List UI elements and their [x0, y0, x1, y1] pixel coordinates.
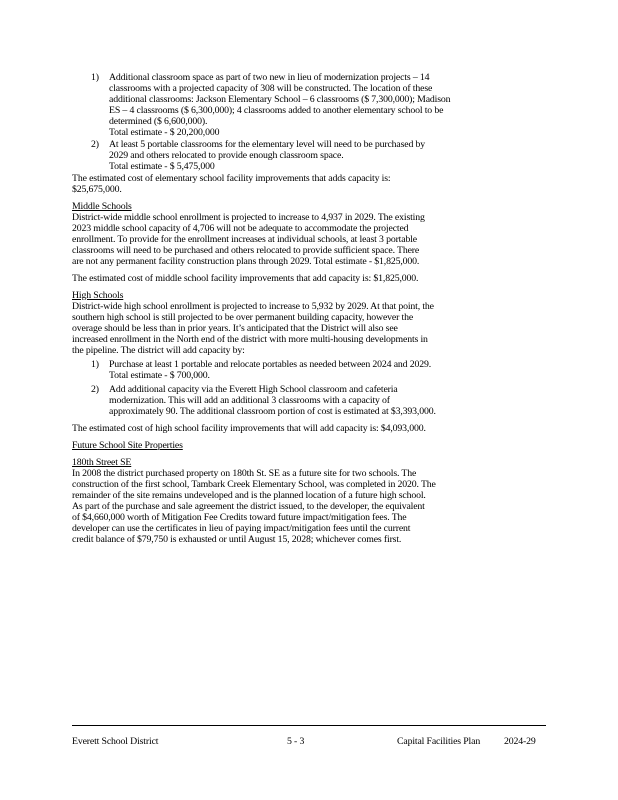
- site-180th-heading: 180th Street SE: [72, 457, 132, 468]
- middle-schools-heading: Middle Schools: [72, 201, 132, 212]
- page-content: [72, 72, 612, 551]
- text-line: determined ($ 6,600,000).: [109, 116, 208, 127]
- high-schools-summary: [72, 423, 612, 434]
- text-line: credit balance of $79,750 is exhausted or until August 15, 2028; whichever comes first.: [72, 534, 402, 545]
- text-line: remainder of the site remains undeveloped and is the planned location of a future high school.: [72, 490, 426, 501]
- text-line: approximately 90. The additional classroom portion of cost is estimated at $3,393,000.: [109, 406, 436, 417]
- list-number: 2): [91, 384, 99, 395]
- text-line: classrooms will need to be purchased and others relocated to provide sufficient space. There: [72, 245, 420, 256]
- total-estimate: Total estimate - $ 5,475,000: [109, 161, 215, 172]
- text-line: 2023 middle school capacity of 4,706 will not be adequate to accommodate the projected: [72, 223, 409, 234]
- high-schools-heading: High Schools: [72, 290, 124, 301]
- list-number: 1): [91, 359, 99, 370]
- text-line: are not any permanent facility construction plans through 2029. Total estimate - $1,825,000.: [72, 256, 420, 267]
- list-number: 1): [91, 72, 99, 83]
- text-line: additional classrooms: Jackson Elementary School – 6 classrooms ($ 7,300,000); Madison: [109, 94, 451, 105]
- text-line: District-wide middle school enrollment is projected to increase to 4,937 in 2029. The existing: [72, 212, 425, 223]
- elementary-summary: [72, 173, 612, 195]
- text-line: The estimated cost of high school facility improvements that will add capacity is: $4,093,000.: [72, 423, 426, 434]
- list-item: [72, 359, 612, 381]
- text-line: developer can use the certificates in lieu of paying impact/mitigation fees until the current: [72, 523, 411, 534]
- text-line: the pipeline. The district will add capacity by:: [72, 345, 245, 356]
- footer-page-number: 5 - 3: [287, 736, 305, 747]
- text-line: $25,675,000.: [72, 184, 122, 195]
- text-line: ES – 4 classrooms ($ 6,300,000); 4 classrooms added to another elementary school to be: [109, 105, 444, 116]
- text-line: Purchase at least 1 portable and relocate portables as needed between 2024 and 2029.: [109, 359, 432, 370]
- text-line: The estimated cost of middle school facility improvements that add capacity is: $1,825,000.: [72, 273, 419, 284]
- site-180th-paragraph: [72, 468, 612, 545]
- text-line: southern high school is still projected to be over permanent building capacity, however the: [72, 312, 414, 323]
- list-number: 2): [91, 139, 99, 150]
- text-line: Add additional capacity via the Everett High School classroom and cafeteria: [109, 384, 398, 395]
- footer-document-title: Capital Facilities Plan: [397, 736, 481, 747]
- footer-year-range: 2024-29: [504, 736, 536, 747]
- text-line: overage should be less than in prior years. It’s anticipated that the District will also see: [72, 323, 398, 334]
- text-line: modernization. This will add an additional 3 classrooms with a capacity of: [109, 395, 390, 406]
- middle-schools-paragraph: [72, 212, 612, 267]
- list-item: [72, 384, 612, 417]
- footer-divider: [72, 725, 546, 726]
- footer-district: Everett School District: [72, 736, 159, 747]
- text-line: As part of the purchase and sale agreement the district issued, to the developer, the equivalent: [72, 501, 425, 512]
- text-line: construction of the first school, Tambark Creek Elementary School, was completed in 2020. The: [72, 479, 436, 490]
- high-school-projects-list: [72, 359, 612, 417]
- text-line: The estimated cost of elementary school facility improvements that adds capacity is:: [72, 173, 391, 184]
- middle-schools-summary: [72, 273, 612, 284]
- text-line: Additional classroom space as part of two new in lieu of modernization projects – 14: [109, 72, 430, 83]
- list-item: [72, 72, 612, 138]
- elementary-projects-list: [72, 72, 612, 172]
- total-estimate: Total estimate - $ 700,000.: [109, 370, 210, 381]
- text-line: increased enrollment in the North end of the district with more multi-housing developments in: [72, 334, 428, 345]
- text-line: enrollment. To provide for the enrollment increases at individual schools, at least 3 portable: [72, 234, 417, 245]
- text-line: of $4,660,000 worth of Mitigation Fee Credits toward future impact/mitigation fees. The: [72, 512, 407, 523]
- text-line: classrooms with a projected capacity of 308 will be constructed. The location of these: [109, 83, 433, 94]
- future-sites-heading: Future School Site Properties: [72, 440, 183, 451]
- total-estimate: Total estimate - $ 20,200,000: [109, 127, 220, 138]
- text-line: District-wide high school enrollment is projected to increase to 5,932 by 2029. At that point, the: [72, 301, 434, 312]
- high-schools-paragraph: [72, 301, 612, 356]
- text-line: 2029 and others relocated to provide enough classroom space.: [109, 150, 344, 161]
- list-item: [72, 139, 612, 172]
- text-line: In 2008 the district purchased property on 180th St. SE as a future site for two schools. The: [72, 468, 417, 479]
- text-line: At least 5 portable classrooms for the elementary level will need to be purchased by: [109, 139, 426, 150]
